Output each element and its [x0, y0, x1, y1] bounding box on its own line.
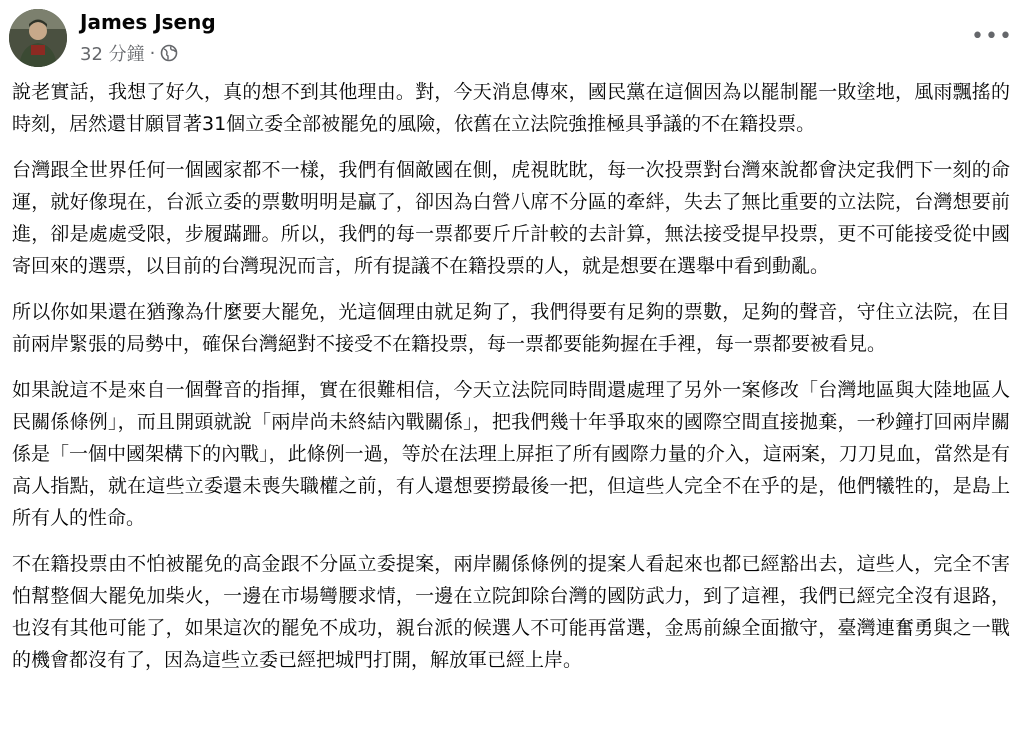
post-meta [80, 40, 178, 66]
more-horizontal-icon: ••• [971, 23, 1013, 49]
post-body [12, 76, 1010, 690]
post-paragraph-1: 說老實話，我想了好久，真的想不到其他理由。對，今天消息傳來，國民黨在這個因為以罷制罷一敗塗地，風雨飄搖的時刻，居然還甘願冒著31個立委全部被罷免的風險，依舊在立法院強推極具爭議的不在籍投票。 [12, 81, 1010, 135]
post-paragraph-3: 所以你如果還在猶豫為什麼要大罷免，光這個理由就足夠了，我們得要有足夠的票數，足夠的聲音，守住立法院，在目前兩岸緊張的局勢中，確保台灣絕對不接受不在籍投票，每一票都要能夠握在手裡，每一票都要被看見。 [12, 301, 1010, 355]
avatar[interactable] [9, 9, 67, 67]
post-paragraph-5: 不在籍投票由不怕被罷免的高金跟不分區立委提案，兩岸關係條例的提案人看起來也都已經豁出去，這些人，完全不害怕幫整個大罷免加柴火，一邊在市場彎腰求情，一邊在立院卸除台灣的國防武力，到了這裡，我們已經完全沒有退路，也沒有其他可能了，如果這次的罷免不成功，親台派的候選人不可能再當選，金馬前線全面撤守，臺灣連奮勇與之一戰的機會都沒有了，因為這些立委已經把城門打開，解放軍已經上岸。 [12, 553, 1010, 671]
post-timestamp[interactable]: 32 分鐘 [80, 44, 145, 65]
meta-separator: · [149, 42, 156, 64]
post-paragraph-4: 如果說這不是來自一個聲音的指揮，實在很難相信，今天立法院同時間還處理了另外一案修改「台灣地區與大陸地區人民關係條例」，而且開頭就說「兩岸尚未終結內戰關係」，把我們幾十年爭取來的國際空間直接拋棄，一秒鐘打回兩岸關係是「一個中國架構下的內戰」，此條例一過，等於在法理上屏拒了所有國際力量的介入，這兩案，刀刀見血，當然是有高人指點，就在這些立委還未喪失職權之前，有人還想要撈最後一把，但這些人完全不在乎的是，他們犧牲的，是島上所有人的性命。 [12, 379, 1010, 529]
globe-icon[interactable] [160, 44, 178, 62]
more-options-button[interactable] [971, 22, 1013, 50]
post-header [0, 0, 1024, 76]
post-paragraph-2: 台灣跟全世界任何一個國家都不一樣，我們有個敵國在側，虎視眈眈，每一次投票對台灣來說都會決定我們下一刻的命運，就好像現在，台派立委的票數明明是贏了，卻因為白營八席不分區的牽絆，失去了無比重要的立法院，台灣想要前進，卻是處處受限，步履蹣跚。所以，我們的每一票都要斤斤計較的去計算，無法接受提早投票，更不可能接受從中國寄回來的選票，以目前的台灣現況而言，所有提議不在籍投票的人，就是想要在選舉中看到動亂。 [12, 159, 1010, 277]
avatar-image [9, 9, 67, 67]
author-name[interactable]: James Jseng [80, 10, 216, 34]
